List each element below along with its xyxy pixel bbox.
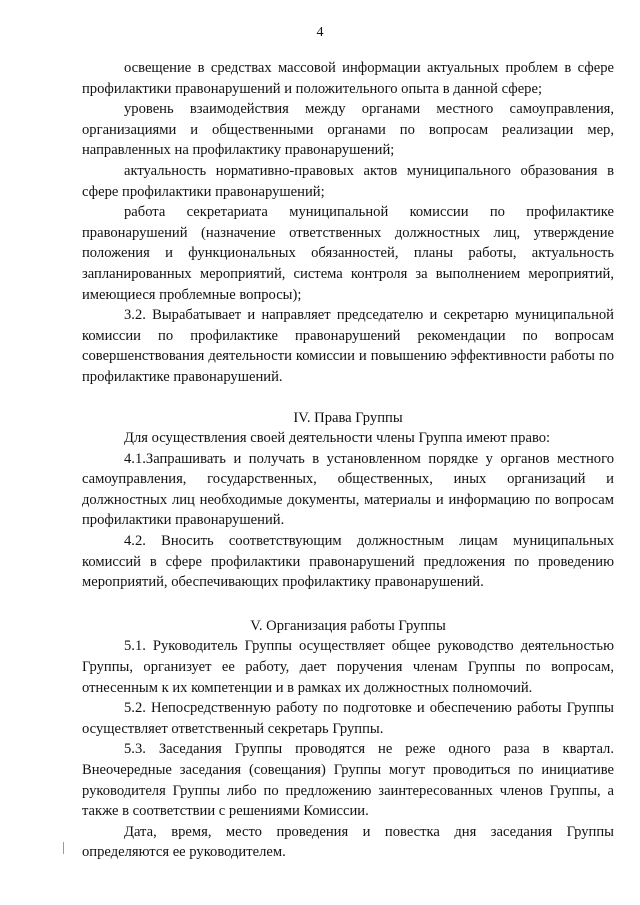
paragraph: 3.2. Вырабатывает и направляет председателю и секретарю муниципальной комиссии по профилактике правонарушений рекомендации по вопросам совершенствования деятельности комиссии и повышению эффективности работы по профилактике правонарушений. [82, 307, 614, 385]
page-number: 4 [316, 25, 324, 40]
paragraph: 4.1.Запрашивать и получать в установленном порядке у органов местного самоуправления, государственных, общественных, иных организаций и должностных лиц необходимые документы, материалы и информацию по вопросам профилактики правонарушений. [82, 450, 614, 529]
paragraph: освещение в средствах массовой информации актуальных проблем в сфере профилактики правонарушений и положительного опыта в данной сфере; [82, 60, 614, 97]
paragraph: 5.3. Заседания Группы проводятся не реже одного раза в квартал. Внеочередные заседания (совещания) Группы могут проводиться по инициативе руководителя Группы либо по предложению заинтересованных членов Группы, а также в соответствии с решениями Комиссии. [82, 741, 614, 820]
paragraph: Дата, время, место проведения и повестка дня заседания Группы определяются ее руководителем. [82, 823, 614, 861]
scan-artifact [63, 842, 64, 854]
paragraph: Для осуществления своей деятельности члены Группа имеют право: [124, 430, 551, 447]
section-heading: V. Организация работы Группы [250, 617, 446, 634]
paragraph: 4.2. Вносить соответствующим должностным лицам муниципальных комиссий в сфере профилактики правонарушений предложения по проведению мероприятий, обеспечивающих профилактику правонарушений. [82, 533, 614, 591]
paragraph: актуальность нормативно-правовых актов муниципального образования в сфере профилактики правонарушений; [82, 162, 614, 200]
document-body [82, 58, 614, 863]
section-heading: IV. Права Группы [293, 409, 403, 426]
paragraph: уровень взаимодействия между органами местного самоуправления, организациями и общественными органами по вопросам реализации мер, направленных на профилактику правонарушений; [82, 101, 614, 159]
paragraph: 5.2. Непосредственную работу по подготовке и обеспечению работы Группы осуществляет ответственный секретарь Группы. [82, 700, 614, 737]
paragraph: работа секретариата муниципальной комиссии по профилактике правонарушений (назначение ответственных должностных лиц, утверждение положения и функциональных обязанностей, планы работы, актуальность запланированных мероприятий, система контроля за выполнением мероприятий, имеющиеся проблемные вопросы); [82, 204, 614, 303]
paragraph: 5.1. Руководитель Группы осуществляет общее руководство деятельностью Группы, организует ее работу, дает поручения членам Группы по вопросам, отнесенным к их компетенции и в рамках их должностных полномочий. [82, 638, 614, 696]
